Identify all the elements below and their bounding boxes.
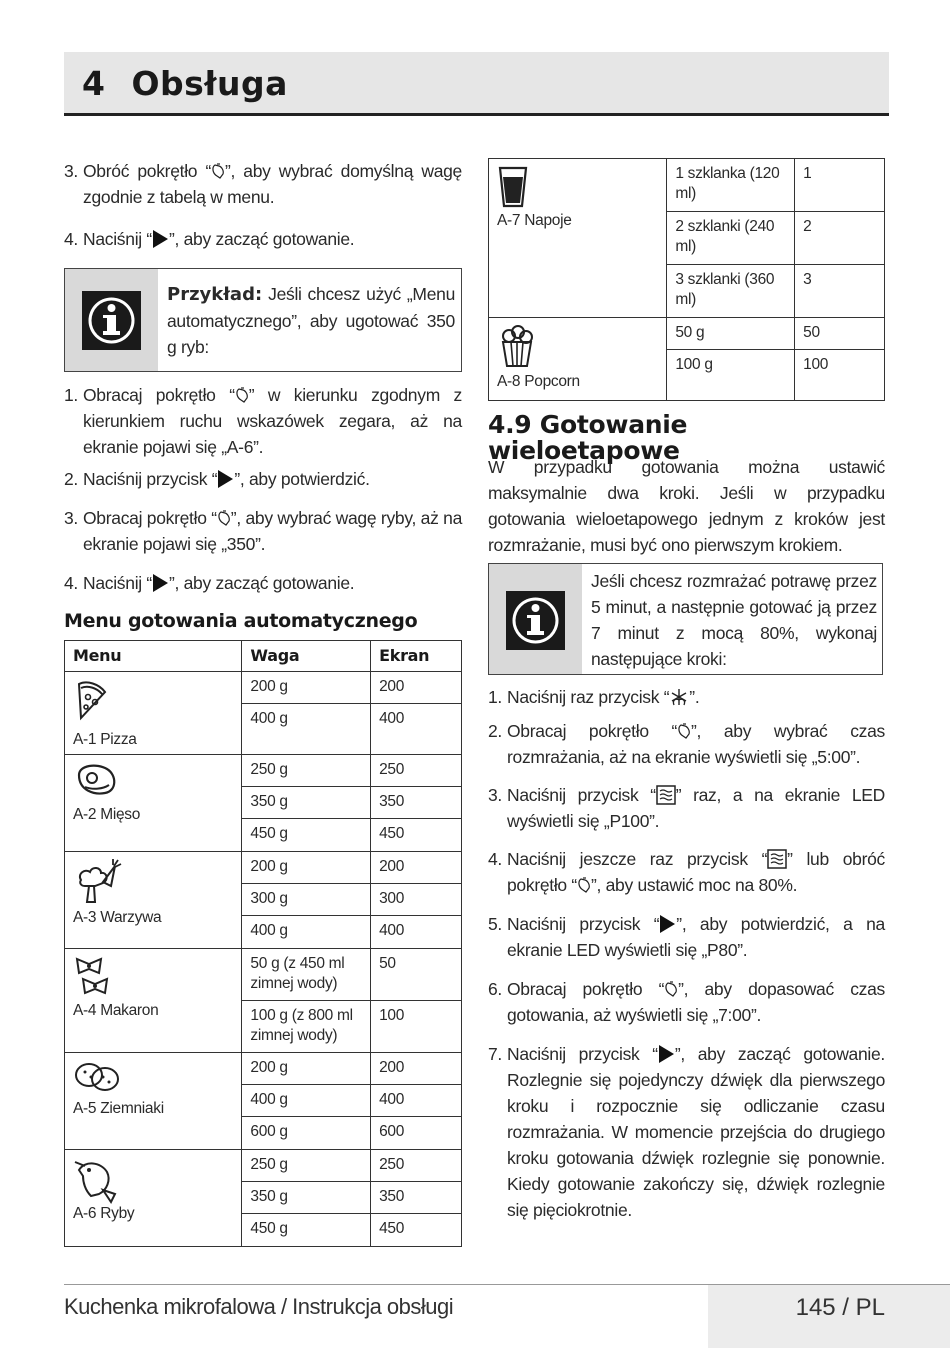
table-row: A-7 Napoje 1 szklanka (120 ml) 1 <box>489 159 885 212</box>
list-item: 4. Naciśnij “ ”, aby zacząć gotowanie. <box>64 573 355 593</box>
start-icon <box>659 1045 674 1063</box>
menu-cell: A-7 Napoje <box>489 159 667 318</box>
table-row: 350 g 350 <box>65 787 462 819</box>
table-row: 300 g 300 <box>65 884 462 916</box>
table-row: 450 g 450 <box>65 1214 462 1247</box>
list-item: 4. Naciśnij jeszcze raz przycisk “ ” lub obróć pokrętło “ ”, aby ustawić moc na 80%. <box>488 849 885 895</box>
knob-icon <box>577 877 591 893</box>
table-row: 2 szklanki (240 ml) 2 <box>489 212 885 265</box>
page-header <box>64 52 889 116</box>
list-item: 4. Naciśnij “ ”, aby zacząć gotowanie. <box>64 229 355 249</box>
example-text: Przykład: Jeśli chcesz użyć „Menu automatycznego”, aby ugotować 350 g ryb: <box>167 284 455 357</box>
list-item: 1. Obracaj pokrętło “ ” w kierunku zgodnym z kierunkiem ruchu wskazówek zegara, aż na ekranie pojawi się „A-6”. <box>64 385 462 457</box>
drink-icon <box>497 165 529 209</box>
list-item: 2. Obracaj pokrętło “ ”, aby wybrać czas rozmrażania, aż na ekranie wyświetli się „5:00”. <box>488 721 885 767</box>
info-icon-cell <box>65 269 158 371</box>
microwave-icon <box>656 785 676 805</box>
section-intro: W przypadku gotowania można ustawić maksymalnie dwa kroki. Jeśli w przypadku gotowania wieloetapowego jednym z kroków jest rozmrażanie, musi być ono pierwszym krokiem. <box>488 457 885 555</box>
info-icon <box>506 591 565 650</box>
table-header: Waga <box>242 641 371 672</box>
table-header: Ekran <box>371 641 462 672</box>
knob-icon <box>211 163 225 179</box>
table-row: A-6 Ryby 250 g 250 <box>65 1150 462 1182</box>
footer-document-title: Kuchenka mikrofalowa / Instrukcja obsługi <box>64 1294 454 1319</box>
start-icon <box>218 470 233 488</box>
list-item: 3. Obracaj pokrętło “ ”, aby wybrać wagę ryby, aż na ekranie pojawi się „350”. <box>64 508 463 554</box>
table-row: 100 g 100 <box>489 350 885 401</box>
knob-icon <box>677 723 691 739</box>
list-item: 3. Naciśnij przycisk “ ” raz, a na ekranie LED wyświetli się „P100”. <box>488 785 885 831</box>
knob-icon <box>235 387 249 403</box>
vegetables-icon <box>73 858 123 908</box>
note-box <box>488 563 883 675</box>
table-row: A-8 Popcorn 50 g 50 <box>489 318 885 350</box>
menu-cell: A-4 Makaron <box>65 949 242 1053</box>
auto-menu-table <box>64 640 462 1247</box>
page-number: 145 / PL <box>795 1294 885 1321</box>
menu-cell: A-2 Mięso <box>65 755 242 852</box>
table-row: 350 g 350 <box>65 1182 462 1214</box>
pasta-icon <box>73 955 113 999</box>
list-item: 5. Naciśnij przycisk “ ”, aby potwierdzić, a na ekranie LED wyświetli się „P80”. <box>488 914 885 960</box>
table-header-row <box>65 641 462 672</box>
note-text: Jeśli chcesz rozmrażać potrawę przez 5 minut, a następnie gotować ją przez 7 minut z mocą 80%, wykonaj następujące kroki: <box>591 571 877 669</box>
list-item: 1. Naciśnij raz przycisk “ ”. <box>488 687 700 707</box>
table-row: 400 g 400 <box>65 1085 462 1117</box>
chapter-title: Obsługa <box>131 64 288 103</box>
table-title: Menu gotowania automatycznego <box>64 610 418 632</box>
info-icon <box>82 291 141 350</box>
table-row: 400 g 400 <box>65 916 462 949</box>
menu-cell: A-3 Warzywa <box>65 852 242 949</box>
table-row: 400 g 400 <box>65 704 462 755</box>
table-row: A-3 Warzywa 200 g 200 <box>65 852 462 884</box>
start-icon <box>153 574 168 592</box>
chapter-number: 4 <box>82 64 106 103</box>
microwave-icon <box>767 849 787 869</box>
menu-cell: A-1 Pizza <box>65 672 242 755</box>
table-row: A-5 Ziemniaki 200 g 200 <box>65 1053 462 1085</box>
table-row: A-2 Mięso 250 g 250 <box>65 755 462 787</box>
auto-menu-table-continued <box>488 158 885 401</box>
page-title <box>82 64 288 103</box>
defrost-icon <box>669 687 689 707</box>
table-row: 600 g 600 <box>65 1117 462 1150</box>
list-item: 7. Naciśnij przycisk “ ”, aby zacząć gotowanie. Rozlegnie się pojedynczy dźwięk dla pierwszego kroku i rozpocznie się odliczanie czasu rozmrażania. W momencie przejścia do drugiego kroku gotowania dźwięk rozlegnie się ponownie. Kiedy gotowanie zakończy się, dźwięk rozlegnie się pięciokrotnie. <box>488 1044 885 1220</box>
list-item: 3. Obróć pokrętło “ ”, aby wybrać domyślną wagę zgodnie z tabelą w menu. <box>64 161 462 207</box>
start-icon <box>660 915 675 933</box>
section-title: 4.9 Gotowanie wieloetapowe <box>488 410 688 465</box>
table-row: A-4 Makaron 50 g (z 450 ml zimnej wody) 50 <box>65 949 462 1001</box>
fish-icon <box>73 1156 121 1204</box>
steak-icon <box>73 761 119 799</box>
menu-cell: A-8 Popcorn <box>489 318 667 401</box>
menu-cell: A-6 Ryby <box>65 1150 242 1247</box>
table-row: 450 g 450 <box>65 819 462 852</box>
potato-icon <box>73 1059 121 1095</box>
list-item: 2. Naciśnij przycisk “ ”, aby potwierdzić. <box>64 469 370 489</box>
start-icon <box>153 230 168 248</box>
menu-cell: A-5 Ziemniaki <box>65 1053 242 1150</box>
pizza-icon <box>73 678 111 722</box>
popcorn-icon <box>497 324 537 368</box>
info-icon-cell <box>489 564 582 674</box>
knob-icon <box>217 510 231 526</box>
list-item: 6. Obracaj pokrętło “ ”, aby dopasować czas gotowania, aż wyświetli się „7:00”. <box>488 979 885 1025</box>
table-row: A-1 Pizza 200 g 200 <box>65 672 462 704</box>
table-row: 3 szklanki (360 ml) 3 <box>489 265 885 318</box>
table-row: 100 g (z 800 ml zimnej wody) 100 <box>65 1001 462 1053</box>
example-box <box>64 268 462 372</box>
table-header: Menu <box>65 641 242 672</box>
knob-icon <box>664 981 678 997</box>
